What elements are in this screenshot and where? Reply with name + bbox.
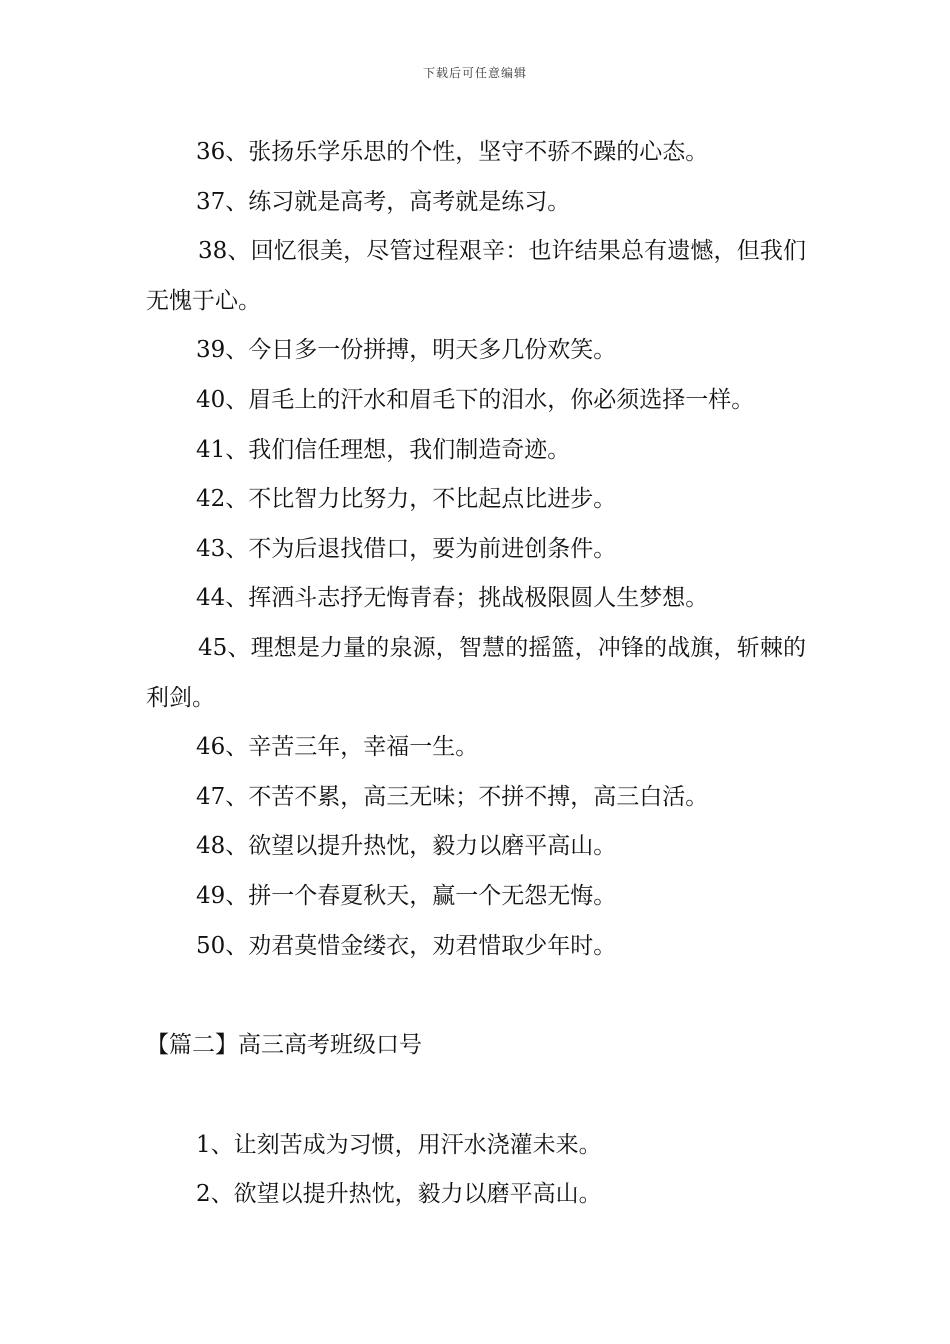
list-item: 43、不为后退找借口，要为前进创条件。	[196, 535, 617, 562]
section-heading: 【篇二】高三高考班级口号	[146, 1032, 422, 1059]
list-item: 38、回忆很美，尽管过程艰辛：也许结果总有遗憾，但我们无愧于心。	[146, 238, 806, 314]
list-item: 46、辛苦三年，幸福一生。	[196, 734, 479, 761]
section-spacer	[146, 971, 806, 1021]
list-item: 47、不苦不累，高三无味；不拼不搏，高三白活。	[196, 783, 709, 810]
list-item: 42、不比智力比努力，不比起点比进步。	[196, 486, 617, 513]
list-item: 49、拼一个春夏秋天，赢一个无怨无悔。	[196, 882, 617, 909]
list-item: 41、我们信任理想，我们制造奇迹。	[196, 436, 571, 463]
document-body	[146, 128, 806, 1220]
section-spacer	[146, 1071, 806, 1121]
list-item: 2、欲望以提升热忱，毅力以磨平高山。	[196, 1181, 602, 1208]
list-item: 1、让刻苦成为习惯，用汗水浇灌未来。	[196, 1131, 602, 1158]
list-item: 40、眉毛上的汗水和眉毛下的泪水，你必须选择一样。	[196, 386, 755, 413]
list-item: 50、劝君莫惜金缕衣，劝君惜取少年时。	[196, 932, 617, 959]
list-item: 39、今日多一份拼搏，明天多几份欢笑。	[196, 337, 617, 364]
list-item: 44、挥洒斗志抒无悔青春；挑战极限圆人生梦想。	[196, 585, 709, 612]
list-item: 48、欲望以提升热忱，毅力以磨平高山。	[196, 833, 617, 860]
list-item: 45、理想是力量的泉源，智慧的摇篮，冲锋的战旗，斩棘的利剑。	[146, 634, 806, 711]
list-item: 36、张扬乐学乐思的个性，坚守不骄不躁的心态。	[196, 139, 709, 165]
page-header: 下载后可任意编辑	[422, 66, 527, 80]
list-item: 37、练习就是高考，高考就是练习。	[196, 188, 571, 215]
